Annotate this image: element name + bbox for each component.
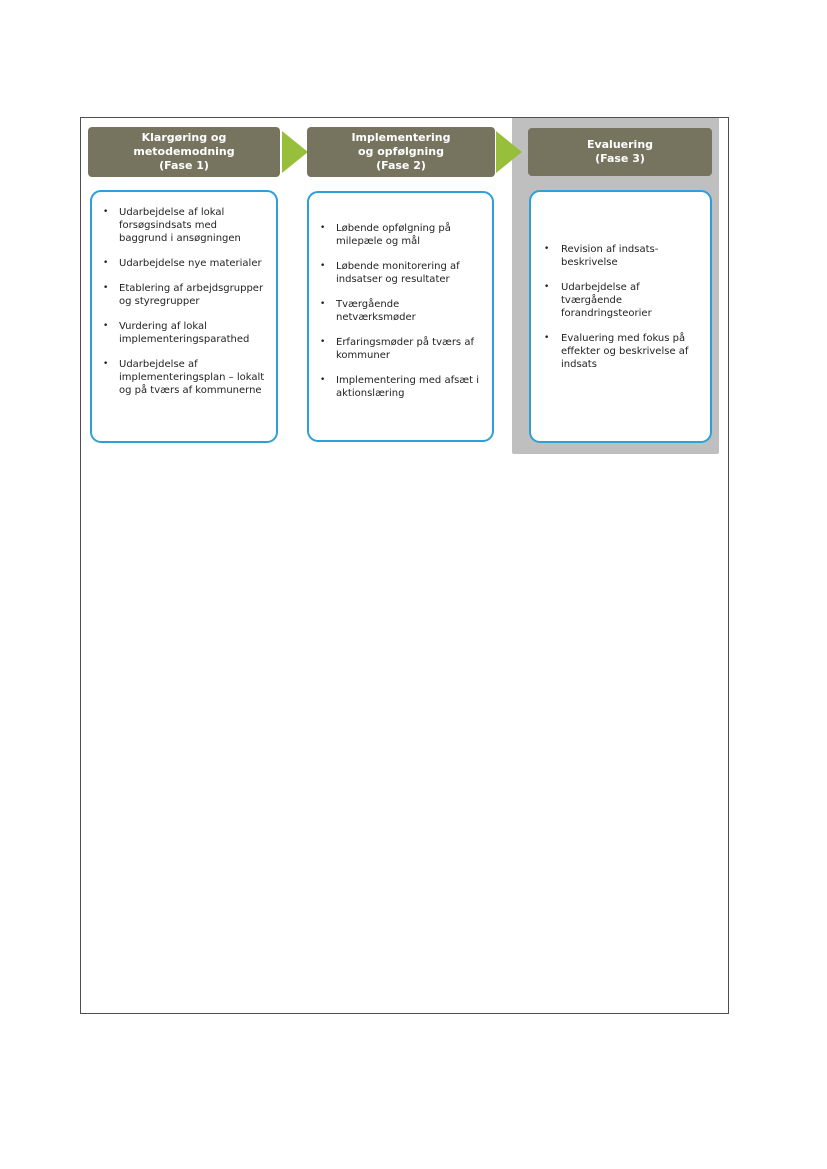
phase3-card: [529, 190, 712, 443]
bullet-item: • Etablering af arbejdsgrupper og styregrupper: [92, 282, 276, 308]
bullet-item: • Revision af indsats-beskrivelse: [531, 243, 710, 269]
bullet-item: • Tværgående netværksmøder: [309, 298, 492, 324]
page-frame: [80, 117, 729, 1014]
phase3-bullet-list: [531, 243, 710, 371]
phase1-card: [90, 190, 278, 443]
bullet-item: • Udarbejdelse af lokal forsøgsindsats med baggrund i ansøgningen: [92, 206, 276, 245]
phase1-header: Klargøring og metodemodning (Fase 1): [88, 127, 280, 177]
bullet-item: • Udarbejdelse af tværgående forandringsteorier: [531, 281, 710, 320]
phase2-card: [307, 191, 494, 442]
bullet-item: • Evaluering med fokus på effekter og beskrivelse af indsats: [531, 332, 710, 371]
bullet-item: • Løbende monitorering af indsatser og resultater: [309, 260, 492, 286]
phase2-bullet-list: [309, 222, 492, 400]
arrow-right-icon: [496, 131, 522, 173]
phase1-bullet-list: [92, 206, 276, 397]
bullet-item: • Implementering med afsæt i aktionslæring: [309, 374, 492, 400]
phase2-header: Implementering og opfølgning (Fase 2): [307, 127, 495, 177]
arrow-right-icon: [282, 131, 308, 173]
bullet-item: • Løbende opfølgning på milepæle og mål: [309, 222, 492, 248]
bullet-item: • Udarbejdelse nye materialer: [92, 257, 276, 270]
bullet-item: • Erfaringsmøder på tværs af kommuner: [309, 336, 492, 362]
bullet-item: • Vurdering af lokal implementeringsparathed: [92, 320, 276, 346]
phase3-header: Evaluering (Fase 3): [528, 128, 712, 176]
bullet-item: • Udarbejdelse af implementeringsplan – lokalt og på tværs af kommunerne: [92, 358, 276, 397]
